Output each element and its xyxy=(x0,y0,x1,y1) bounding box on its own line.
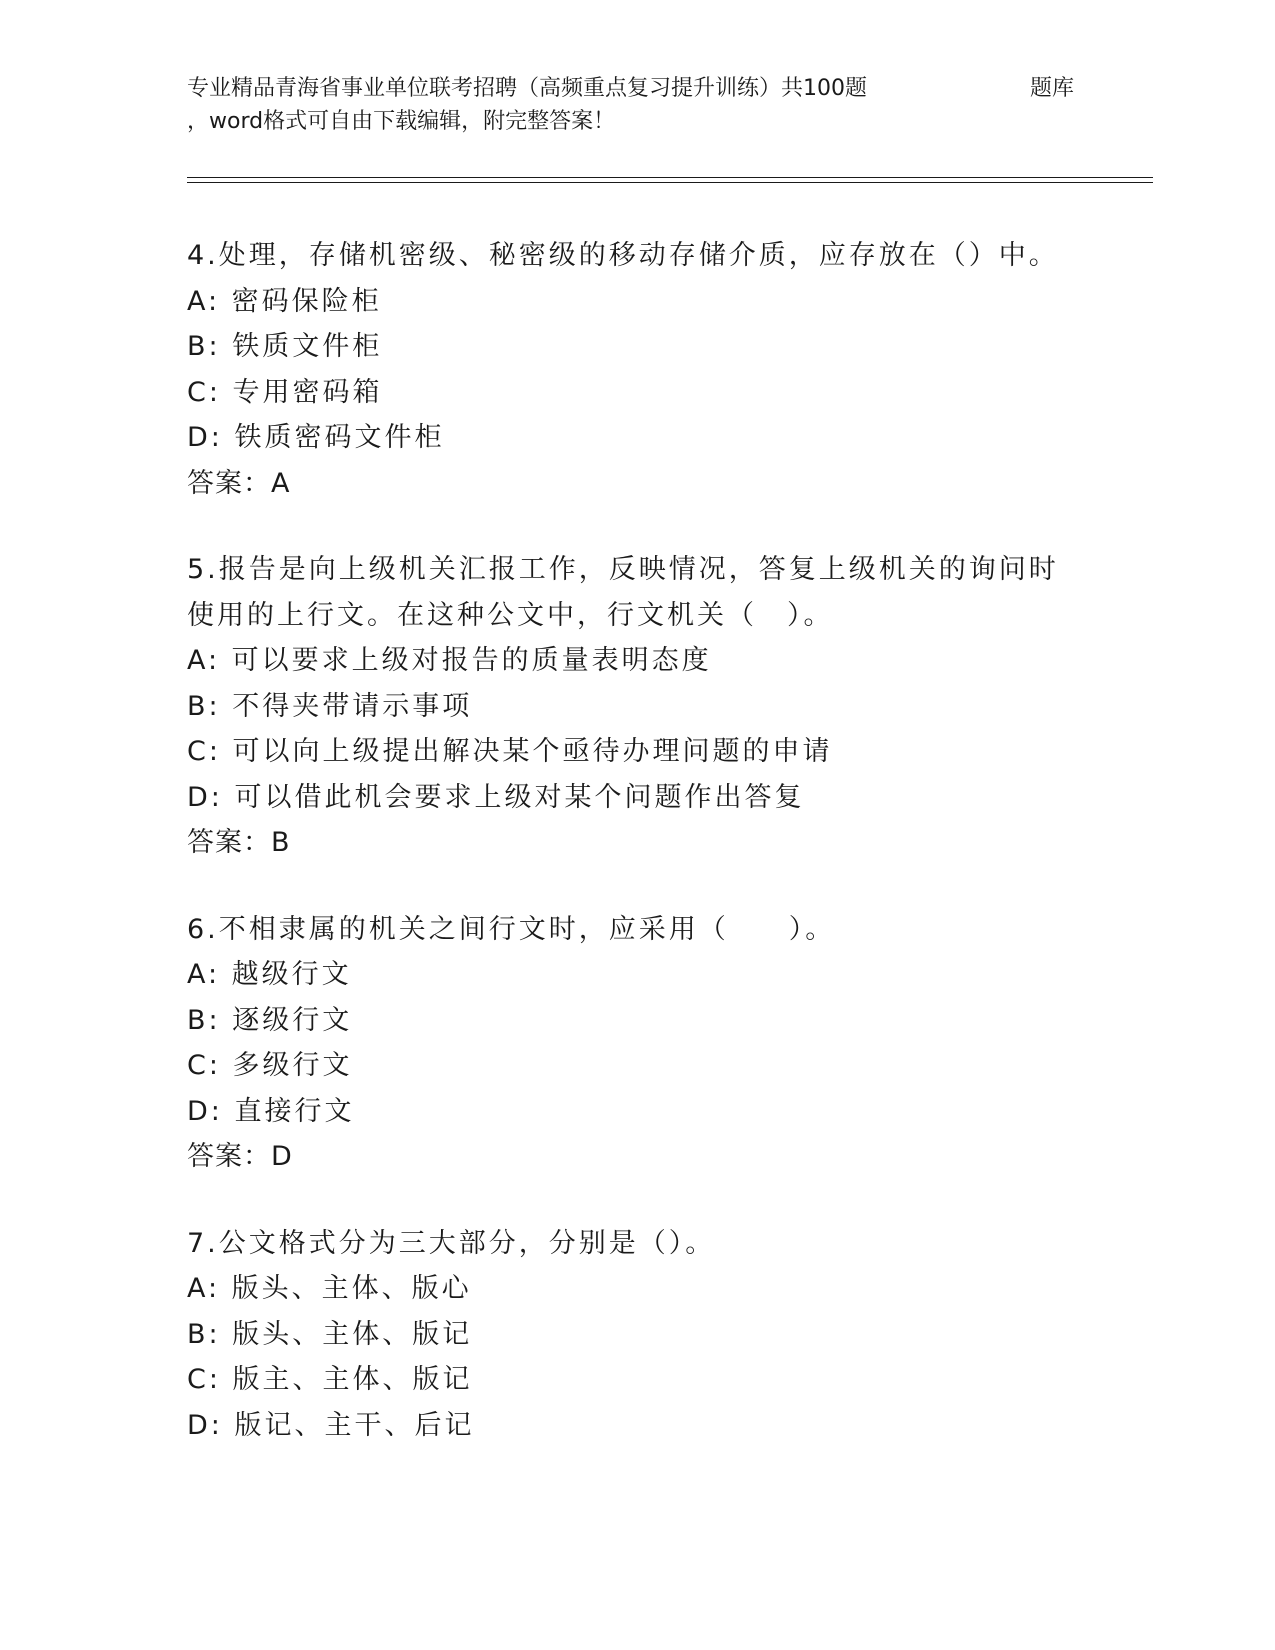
option-c: C: 版主、主体、版记 xyxy=(187,1364,473,1395)
answer-line: 答案：D xyxy=(187,1141,293,1172)
header-rule-bottom xyxy=(187,182,1153,183)
question-7 xyxy=(187,1221,1087,1449)
option-a: A: 可以要求上级对报告的质量表明态度 xyxy=(187,645,712,676)
option-c: C: 多级行文 xyxy=(187,1050,353,1081)
option-d: D: 可以借此机会要求上级对某个问题作出答复 xyxy=(187,781,805,813)
header-tag: 题库 xyxy=(1030,76,1075,101)
answer-line: 答案：A xyxy=(187,467,291,499)
option-d: D: 版记、主干、后记 xyxy=(187,1409,475,1441)
option-a: A: 版头、主体、版心 xyxy=(187,1273,472,1304)
option-c: C: 专用密码箱 xyxy=(187,376,383,408)
question-6 xyxy=(187,907,1087,1180)
option-b: B: 逐级行文 xyxy=(187,1004,353,1036)
option-b: B: 不得夹带请示事项 xyxy=(187,690,473,722)
question-5 xyxy=(187,547,1087,866)
option-a: A: 越级行文 xyxy=(187,959,352,990)
question-stem: 6.不相隶属的机关之间行文时，应采用（ ）。 xyxy=(187,913,836,945)
header-rule-top xyxy=(187,177,1153,178)
header-title-line1: 专业精品青海省事业单位联考招聘（高频重点复习提升训练）共100题 xyxy=(187,76,867,101)
question-stem: 7.公文格式分为三大部分，分别是（）。 xyxy=(187,1227,716,1259)
question-stem: 5.报告是向上级机关汇报工作，反映情况，答复上级机关的询问时使用的上行文。在这种公文中，行文机关（ ）。 xyxy=(187,554,1059,631)
option-c: C: 可以向上级提出解决某个亟待办理问题的申请 xyxy=(187,736,833,767)
option-d: D: 直接行文 xyxy=(187,1095,355,1127)
option-a: A: 密码保险柜 xyxy=(187,285,382,317)
question-list xyxy=(187,233,1087,1489)
header-title-line2: ，word格式可自由下载编辑，附完整答案！ xyxy=(187,109,616,134)
answer-line: 答案：B xyxy=(187,827,291,858)
option-b: B: 铁质文件柜 xyxy=(187,331,383,362)
question-4 xyxy=(187,233,1087,506)
option-d: D: 铁质密码文件柜 xyxy=(187,422,445,453)
option-b: B: 版头、主体、版记 xyxy=(187,1318,473,1350)
question-stem: 4.处理，存储机密级、秘密级的移动存储介质，应存放在（）中。 xyxy=(187,240,1059,271)
document-header xyxy=(187,72,1087,138)
